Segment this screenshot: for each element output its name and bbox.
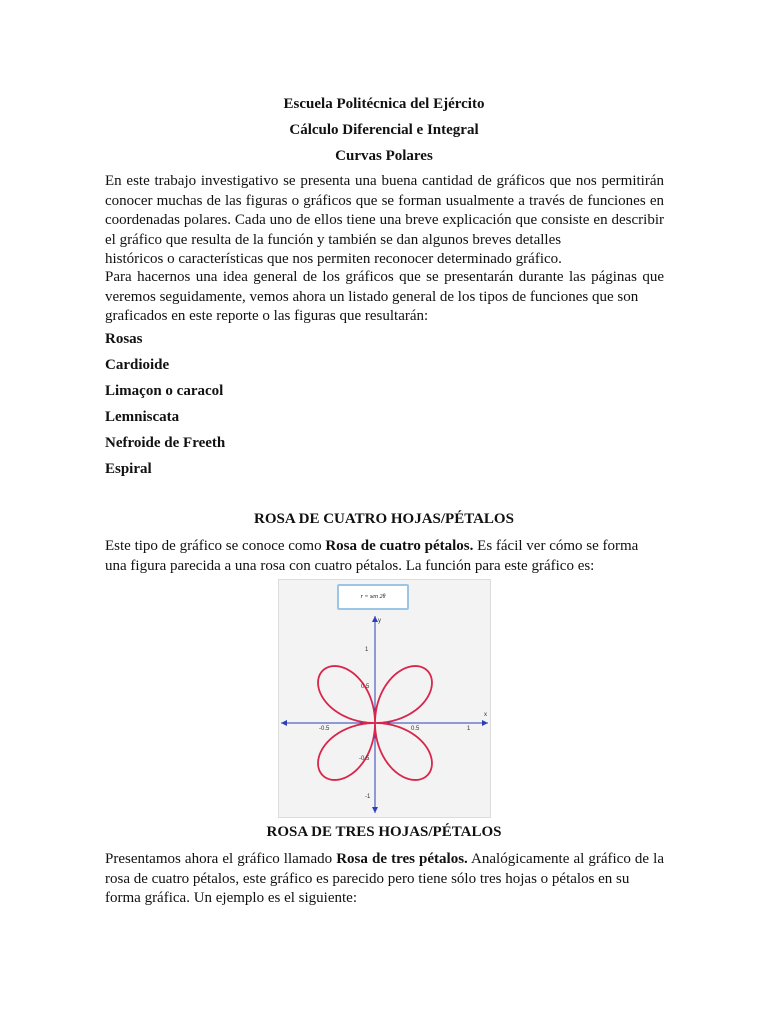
intro-paragraph-2 [105, 268, 664, 327]
section-heading-three-petal: ROSA DE TRES HOJAS/PÉTALOS [266, 824, 502, 840]
y-tick-label: 1 [365, 647, 369, 653]
formula-box: r = sen 2θ [337, 584, 409, 610]
intro-paragraph-1 [105, 172, 664, 270]
document-title: Curvas Polares [335, 148, 433, 164]
section2-bold-term: Rosa de tres pétalos. [336, 851, 468, 867]
x-axis-arrow-left [281, 720, 287, 726]
section2-text-b: Analógicamente al gráfico de la rosa de cuatro pétalos, este gráfico es parecido pero tiene sólo tres hojas o pétalos en su [105, 851, 665, 887]
section2-text-last: forma gráfica. Un ejemplo es el siguiente: [105, 890, 357, 906]
x-axis-label: x [484, 712, 487, 718]
intro-p2-last: graficados en este reporte o las figuras que resultarán: [105, 308, 429, 324]
intro-p2-text: Para hacernos una idea general de los gráficos que se presentarán durante las páginas que veremos seguidamente, vemos ahora un listado general de los tipos de funciones que son [105, 269, 664, 305]
y-tick-label: -0.5 [359, 756, 370, 762]
x-axis-arrow-right [482, 720, 488, 726]
polar-graph-svg [279, 580, 490, 817]
x-tick-label: 1 [467, 726, 471, 732]
y-tick-label: -1 [365, 794, 371, 800]
institution-title: Escuela Politécnica del Ejército [283, 96, 485, 112]
intro-p1-last: históricos o características que nos permiten reconocer determinado gráfico. [105, 251, 562, 267]
list-item: Rosas [105, 331, 143, 347]
section2-text-a: Presentamos ahora el gráfico llamado [105, 851, 337, 867]
intro-p1-text: En este trabajo investigativo se presenta una buena cantidad de gráficos que nos permitirán conocer muchas de las figuras o gráficos que se forman usualmente a través de funciones en coordenadas polares. Cada uno de ellos tiene una breve explicación que consiste en describir el gráfico que resulta de la función y también se dan algunos breves detalles [105, 173, 664, 248]
section1-paragraph [105, 537, 664, 576]
x-tick-label: -0.5 [319, 726, 330, 732]
section1-text-last: una figura parecida a una rosa con cuatro pétalos. La función para este gráfico es: [105, 557, 595, 574]
y-tick-label: 0.5 [361, 684, 370, 690]
section1-text-b: Es fácil ver cómo se forma [473, 538, 639, 554]
list-item: Limaçon o caracol [105, 383, 224, 399]
list-item: Nefroide de Freeth [105, 435, 226, 451]
x-tick-label: 0.5 [411, 726, 420, 732]
section2-paragraph [105, 850, 664, 909]
section1-bold-term: Rosa de cuatro pétalos. [325, 538, 474, 554]
list-item: Cardioide [105, 357, 170, 373]
polar-graph-figure [278, 579, 491, 818]
list-item: Espiral [105, 461, 152, 477]
y-axis-label: y [378, 618, 381, 624]
course-title: Cálculo Diferencial e Integral [289, 122, 479, 138]
section1-text-a: Este tipo de gráfico se conoce como [105, 538, 326, 554]
list-item: Lemniscata [105, 409, 180, 425]
y-axis-arrow-bottom [372, 807, 378, 813]
section-heading-four-petal: ROSA DE CUATRO HOJAS/PÉTALOS [254, 511, 514, 527]
